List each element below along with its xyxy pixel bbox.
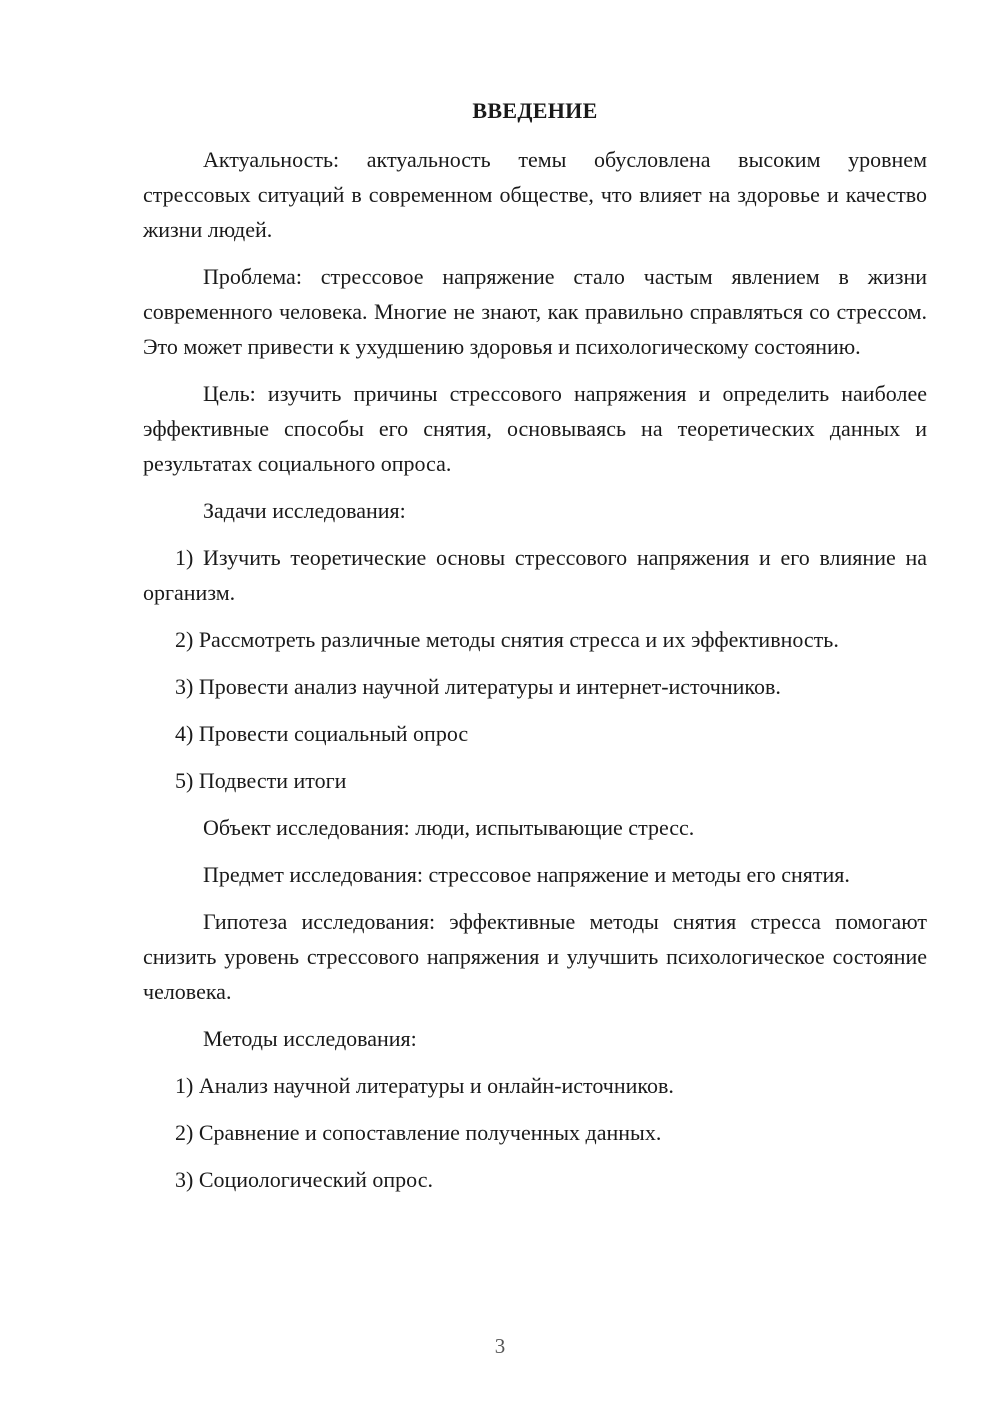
method-item-1: 1) Анализ научной литературы и онлайн-источников. bbox=[175, 1073, 674, 1098]
paragraph-hypothesis: Гипотеза исследования: эффективные методы снятия стресса помогают снизить уровень стрессового напряжения и улучшить психологическое состояние человека. bbox=[143, 909, 927, 1004]
section-heading: ВВЕДЕНИЕ bbox=[472, 98, 598, 123]
paragraph-object: Объект исследования: люди, испытывающие стресс. bbox=[203, 815, 695, 840]
task-item-2: 2) Рассмотреть различные методы снятия стресса и их эффективность. bbox=[175, 627, 839, 652]
method-item-2: 2) Сравнение и сопоставление полученных данных. bbox=[175, 1120, 662, 1145]
task-item-1: 1) Изучить теоретические основы стрессового напряжения и его влияние на организм. bbox=[143, 545, 927, 605]
page-number: 3 bbox=[494, 1334, 506, 1358]
document-body bbox=[143, 142, 927, 1197]
paragraph-methods-heading: Методы исследования: bbox=[203, 1026, 417, 1051]
method-item-3: 3) Социологический опрос. bbox=[175, 1167, 433, 1192]
task-item-4: 4) Провести социальный опрос bbox=[175, 721, 469, 746]
paragraph-problem: Проблема: стрессовое напряжение стало частым явлением в жизни современного человека. Многие не знают, как правильно справляться со стрессом. Это может привести к ухудшению здоровья и психологическому состоянию. bbox=[143, 264, 927, 359]
paragraph-subject: Предмет исследования: стрессовое напряжение и методы его снятия. bbox=[203, 862, 850, 887]
task-item-5: 5) Подвести итоги bbox=[175, 768, 347, 793]
paragraph-goal: Цель: изучить причины стрессового напряжения и определить наиболее эффективные способы его снятия, основываясь на теоретических данных и результатах социального опроса. bbox=[143, 381, 927, 476]
paragraph-relevance: Актуальность: актуальность темы обусловлена высоким уровнем стрессовых ситуаций в современном обществе, что влияет на здоровье и качество жизни людей. bbox=[143, 147, 927, 242]
task-item-3: 3) Провести анализ научной литературы и интернет-источников. bbox=[175, 674, 781, 699]
paragraph-tasks-heading: Задачи исследования: bbox=[203, 498, 406, 523]
